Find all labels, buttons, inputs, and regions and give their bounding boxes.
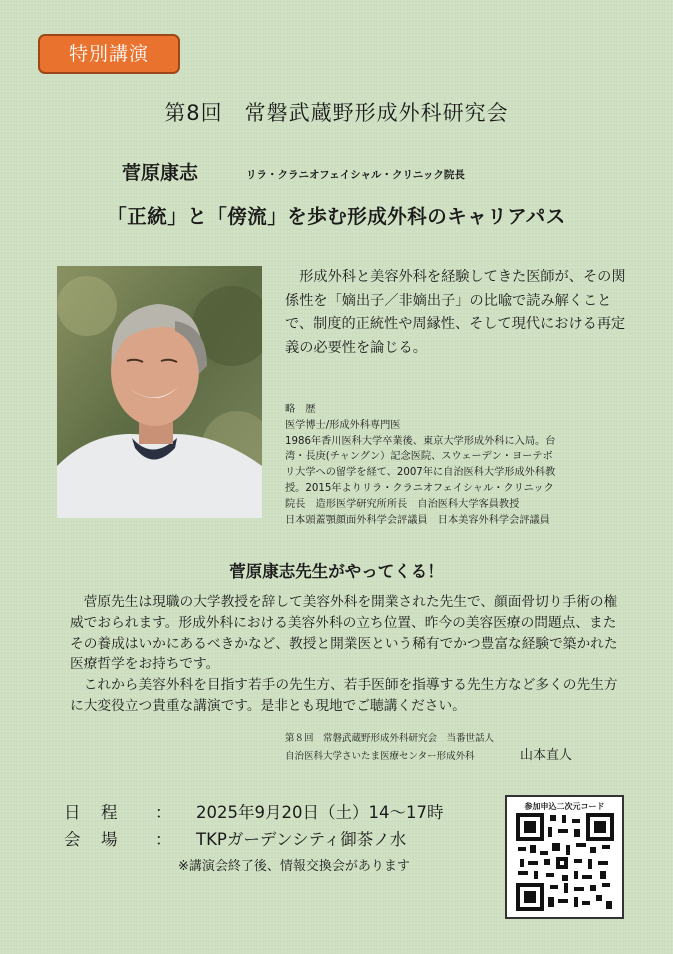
- speaker-affiliation: リラ・クラニオフェイシャル・クリニック院長: [246, 169, 465, 181]
- organizer-department: 自治医科大学さいたま医療センター形成外科: [285, 751, 475, 762]
- promo-description: [70, 592, 630, 717]
- lecture-abstract: 形成外科と美容外科を経験してきた医師が、その関係性を「嫡出子／非嫡出子」の比喩で読み解くことで、制度的正統性や周縁性、そして現代における再定義の必要性を論じる。: [285, 269, 626, 356]
- speaker-name: 菅原康志: [122, 162, 199, 184]
- special-lecture-badge: 特別講演: [38, 34, 180, 74]
- bio-line: 1986年香川医科大学卒業後、東京大学形成外科に入局。台: [285, 435, 556, 447]
- lecture-title: 「正統」と「傍流」を歩む形成外科のキャリアパス: [107, 205, 566, 228]
- registration-qr[interactable]: [505, 795, 624, 919]
- speaker-biography: [285, 402, 645, 528]
- bio-heading: 略 歴: [285, 404, 316, 415]
- page-title: 第8回 常磐武蔵野形成外科研究会: [164, 101, 509, 125]
- promo-headline: 菅原康志先生がやってくる！: [229, 562, 444, 581]
- date-colon: ：: [155, 803, 172, 822]
- event-note: ※講演会終了後、情報交換会があります: [178, 859, 410, 874]
- organizer-role: 第８回 常磐武蔵野形成外科研究会 当番世話人: [285, 733, 495, 744]
- description-paragraph: 菅原先生は現職の大学教授を辞して美容外科を開業された先生で、顔面骨切り手術の権威でおられます。形成外科における美容外科の立ち位置、昨今の美容医療の問題点、またその養成はいかにあるべきかなど、教授と開業医という稀有でかつ豊富な経験で築かれた医療哲学をお持ちです。: [70, 594, 618, 673]
- bio-line: 院長 造形医学研究所所長 自治医科大学客員教授: [285, 498, 520, 510]
- speaker-photo: [57, 266, 262, 518]
- bio-line: 医学博士/形成外科専門医: [285, 419, 401, 431]
- venue-value: TKPガーデンシティ御茶ノ水: [196, 830, 407, 849]
- venue-label: 会 場: [64, 830, 120, 849]
- organizer-name: 山本直人: [520, 748, 573, 763]
- bio-line: 日本頭蓋顎顔面外科学会評議員 日本美容外科学会評議員: [285, 514, 550, 526]
- bio-line: 湾・長庚(チャングン）記念医院、スウェーデン・ヨーテボ: [285, 451, 553, 463]
- bio-line: リ大学への留学を経て、2007年に自治医科大学形成外科教: [285, 467, 556, 479]
- date-label: 日 程: [64, 803, 120, 822]
- venue-colon: ：: [155, 830, 172, 849]
- qr-code-icon: [516, 813, 614, 911]
- date-value: 2025年9月20日（土）14〜17時: [196, 803, 444, 822]
- description-paragraph: これから美容外科を目指す若手の先生方、若手医師を指導する先生方など多くの先生方に大変役立つ貴重な講演です。是非とも現地でご聴講ください。: [70, 677, 618, 714]
- bio-line: 授。2015年よりリラ・クラニオフェイシャル・クリニック: [285, 482, 554, 494]
- qr-caption: 参加申込二次元コード: [524, 802, 605, 811]
